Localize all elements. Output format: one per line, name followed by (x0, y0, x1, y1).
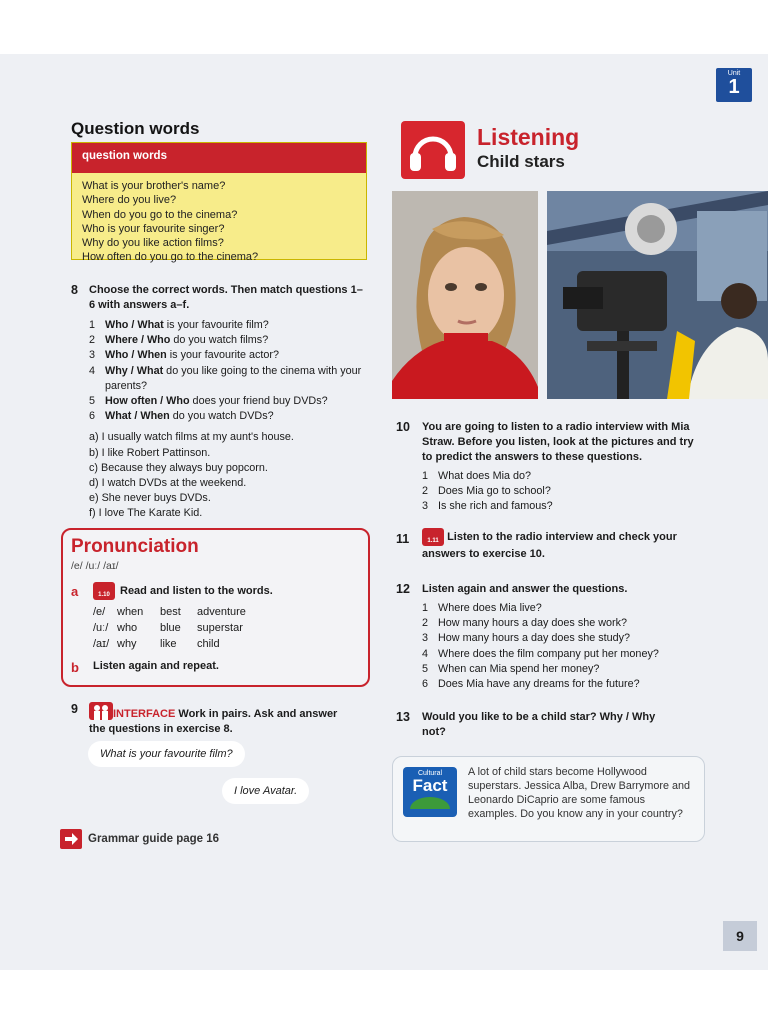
word: who (117, 622, 138, 634)
item-label: b (71, 660, 79, 675)
exercise-number: 9 (71, 702, 78, 716)
item-number: 2 (422, 485, 429, 498)
question-text: Is she rich and famous? (438, 500, 553, 513)
item-number: 5 (89, 395, 96, 408)
unit-badge (716, 68, 752, 102)
list-item (422, 616, 706, 631)
phoneme: /aɪ/ (93, 638, 110, 650)
list-item: d) I watch DVDs at the weekend. (89, 477, 247, 490)
list-item (422, 647, 706, 662)
item-label: a (71, 583, 79, 599)
interface-icon (89, 702, 113, 720)
list-item (89, 364, 366, 394)
list-item: When do you go to the cinema? (82, 208, 238, 221)
exercise-8 (71, 283, 366, 522)
list-item: How often do you go to the cinema? (82, 251, 259, 264)
table-row (93, 636, 246, 652)
word: like (160, 638, 177, 650)
question-text: Where does the film company put her money? (438, 647, 659, 660)
badge-main: Fact (412, 776, 448, 795)
question-words-box (71, 142, 367, 264)
question-text: do you like going to the cinema with your parents? (105, 364, 362, 392)
item-number: 3 (422, 632, 429, 645)
question-choice: Where / Who (105, 334, 171, 347)
list-item (422, 469, 706, 484)
question-choice: How often / Who (105, 395, 190, 408)
grammar-guide-label: Grammar guide page 16 (88, 833, 220, 845)
question-text: is your favourite film? (163, 319, 269, 331)
list-item: f) I love The Karate Kid. (89, 507, 203, 520)
question-text: Does Mia have any dreams for the future? (438, 678, 640, 691)
unit-label: Unit (727, 70, 741, 77)
question-words-box-header: question words (72, 143, 366, 173)
pronunciation-b (71, 660, 219, 675)
exercise-12-questions (396, 601, 706, 692)
list-item: e) She never buys DVDs. (89, 492, 211, 505)
exercise-10 (396, 420, 706, 515)
cultural-fact-text: A lot of child stars become Hollywood superstars. Jessica Alba, Drew Barrymore and Leonardo DiCaprio are some famous examples. Do you know any in your country? (468, 766, 691, 820)
film-camera-photo (547, 191, 768, 399)
item-number: 6 (89, 410, 96, 423)
exercise-8-answers (71, 430, 366, 521)
item-number: 1 (422, 470, 429, 482)
item-number: 5 (422, 662, 429, 675)
list-item (89, 409, 366, 424)
exercise-10-questions (396, 469, 706, 515)
question-choice: Why / What (105, 364, 164, 377)
exercise-13 (396, 710, 696, 740)
list-item (422, 631, 706, 646)
question-text: How many hours a day does she study? (438, 632, 631, 645)
globe-icon (408, 795, 452, 809)
item-number: 1 (89, 319, 96, 331)
girl-photo (392, 191, 538, 399)
list-item (422, 677, 706, 692)
list-item (422, 601, 706, 616)
cultural-fact-badge (403, 767, 457, 817)
item-number: 3 (89, 349, 96, 362)
question-choice: What / When (105, 410, 170, 423)
badge-top: Cultural (417, 770, 443, 777)
question-text: How many hours a day does she work? (438, 617, 628, 630)
pronunciation-a (71, 582, 273, 600)
exercise-9 (71, 702, 366, 737)
list-item (89, 333, 366, 348)
item-number: 2 (89, 334, 96, 347)
exercise-number: 11 (396, 532, 410, 546)
question-words-list (72, 173, 366, 271)
exercise-number: 13 (396, 710, 410, 724)
phoneme: /uː/ (93, 622, 109, 634)
exercise-instruction: Listen again and answer the questions. (422, 583, 628, 595)
grammar-guide-link[interactable] (60, 829, 219, 849)
instruction: Listen again and repeat. (93, 660, 219, 672)
pronunciation-title: Pronunciation (71, 536, 199, 557)
question-text: What does Mia do? (438, 470, 532, 482)
list-item (89, 348, 366, 363)
question-choice: Who / What (105, 319, 164, 331)
word: blue (160, 622, 181, 634)
cultural-fact-box (392, 756, 705, 842)
list-item (422, 662, 706, 677)
question-choice: Who / When (105, 349, 167, 362)
instruction-part: the questions in exercise 8. (89, 723, 233, 735)
item-number: 6 (422, 678, 429, 691)
exercise-number: 8 (71, 283, 78, 297)
word: when (117, 606, 144, 618)
question-text: do you watch films? (170, 334, 269, 347)
exercise-8-questions (71, 318, 366, 424)
item-number: 4 (89, 364, 96, 377)
question-text: does your friend buy DVDs? (189, 395, 328, 408)
list-item: Where do you live? (82, 194, 177, 207)
item-number: 2 (422, 617, 429, 630)
question-text: Where does Mia live? (438, 602, 542, 614)
list-item (422, 499, 706, 514)
word: best (160, 606, 181, 618)
question-text: is your favourite actor? (166, 349, 279, 362)
listening-subtitle: Child stars (477, 152, 565, 171)
page-number: 9 (723, 921, 757, 951)
question-words-title: Question words (71, 119, 200, 138)
instruction-part: Work in pairs. Ask and answer (175, 708, 338, 720)
exercise-number: 10 (396, 420, 410, 434)
track-number: 1.11 (427, 538, 439, 544)
headphones-icon (401, 121, 465, 179)
list-item (422, 484, 706, 499)
speech-bubble: I love Avatar. (222, 778, 309, 804)
listening-title: Listening (477, 124, 580, 150)
item-number: 4 (422, 647, 429, 660)
question-text: Does Mia go to school? (438, 485, 551, 498)
item-number: 1 (422, 602, 429, 614)
phoneme: /e/ (93, 606, 106, 618)
list-item: c) Because they always buy popcorn. (89, 461, 268, 474)
speech-bubble: What is your favourite film? (88, 741, 245, 767)
word: adventure (197, 606, 246, 618)
table-row (93, 620, 246, 636)
list-item (89, 394, 366, 409)
interface-tag: INTERFACE (113, 708, 176, 720)
list-item: Who is your favourite singer? (82, 222, 225, 235)
list-item: What is your brother's name? (82, 180, 226, 192)
table-row (93, 604, 246, 620)
arrow-right-icon (60, 829, 82, 849)
pronunciation-sounds: /e/ /uː/ /aɪ/ (71, 560, 119, 572)
track-number: 1.10 (98, 592, 110, 598)
list-item (89, 318, 366, 333)
exercise-11 (396, 528, 706, 562)
pronunciation-box (61, 528, 370, 687)
list-item: b) I like Robert Pattinson. (89, 446, 211, 459)
exercise-instruction: You are going to listen to a radio interview with Mia Straw. Before you listen, look at the pictures and try to predict the answers to these questions. (422, 421, 694, 463)
pronunciation-word-table (93, 604, 246, 652)
word: superstar (197, 622, 243, 634)
question-text: When can Mia spend her money? (438, 662, 600, 675)
list-item: Why do you like action films? (82, 237, 224, 250)
cd-icon[interactable] (93, 582, 115, 600)
word: why (117, 638, 137, 650)
exercise-number: 12 (396, 582, 410, 596)
unit-number: 1 (728, 76, 740, 98)
cd-icon[interactable] (422, 528, 444, 546)
instruction: Read and listen to the words. (120, 585, 273, 597)
exercise-instruction: Would you like to be a child star? Why / Why not? (422, 711, 656, 738)
exercise-instruction: Listen to the radio interview and check your answers to exercise 10. (422, 530, 677, 560)
exercise-12 (396, 582, 706, 692)
list-item: a) I usually watch films at my aunt's house. (89, 431, 294, 444)
word: child (197, 638, 220, 650)
question-text: do you watch DVDs? (169, 410, 274, 423)
exercise-instruction: Choose the correct words. Then match questions 1–6 with answers a–f. (89, 284, 363, 311)
item-number: 3 (422, 500, 429, 513)
